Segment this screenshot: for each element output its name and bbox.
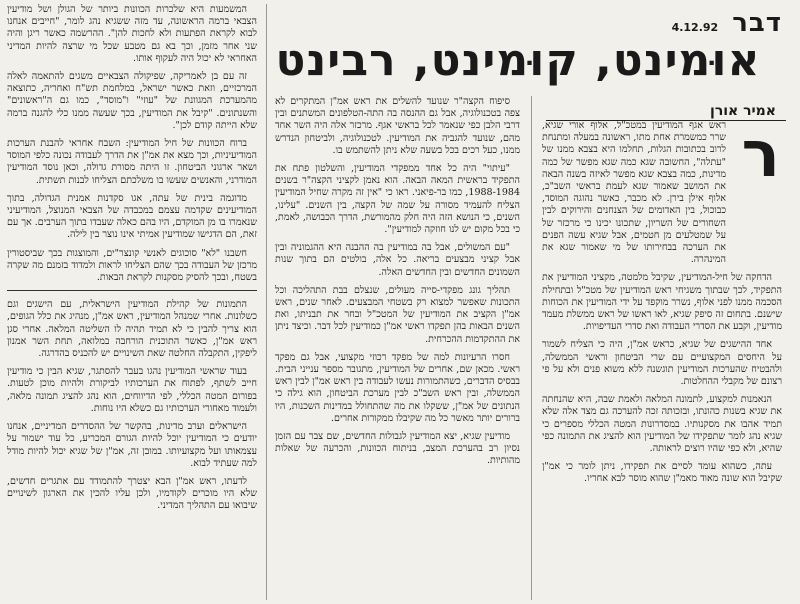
column-middle	[275, 96, 520, 601]
paragraph: אחד ההישגים של שגיא, כראש אמ"ן, היה כי הצליח לשמור על היחסים המקצועיים עם שרי הביטחון וראשי הממשלה, ולהבטיח שהערכות המודיעין תוגשנה ללא משוא פנים ולא על פי רצונם של מקבלי ההחלטות.	[542, 339, 782, 388]
article-byline: אמיר אורן	[710, 103, 776, 119]
paragraph: הנאמנות למקצוע, לתמונה המלאה ולאמת שבה, היא שהנחתה את שגיא בשנות כהונתו, ובזכותה זכה להערכה גם מצד אלה שלא תמיד אהבו את מסקנותיו. במסדרונות המטה הכללי מספרים כי שגיא נהג לומר שתפקידו של המודיעין הוא להציג את התמונה כפי שהיא, ולא כפי שהיו רוצים לראותה.	[542, 394, 782, 455]
paragraph: לדעתו, ראש אמ"ן הבא יצטרך להתמודד עם אתגרים חדשים, שלא היו מוכרים לקודמיו, ולכן עליו להכין את הארגון לשינויים שיבואו עם התהליך המדיני.	[7, 475, 257, 512]
column-right	[542, 120, 782, 600]
paragraph: ברוח הכוונות של חיל המודיעין: השבח אחראי להבנת הערכות המודיעיניות, וכך מצא את אמ"ן את הדרך לעבודה נכונה כלפי המוסד ושאר ארגוני הביטחון. זו היתה מסורת גדולה, וכאן נוסד המודיעין המודרני, והאנשים שעשו בו משלכתם הצליחו לבנות תשתית.	[7, 138, 257, 186]
paragraph: הישראלים וערב מדינות, בהקשר של ההסדרים המדיניים, אנחנו יודעים כי המודיעין יוכל להיות הגורם המכריע, כל עוד ישמור על עצמאותו ועל מקצועיותו. במובן זה, אמ"ן של שגיא יכול להיות מודל למה שעתיד לבוא.	[7, 421, 257, 469]
paragraph: המשמעות היא שלכרות הכוונות ביותר של הגולן ושל מודיעין הצבאי ברמה הראשונה, עד מזה ששגיא נהג לומר, "חייבים אנחנו לבוא לקראת הפתעות ולא לחכות להן". ההרשמה כאשר ריגן והיה שני אחר מזמן, וכך בא גם מטבע שכל מי שרצה להיות המדיני האחראי לא יכול היה לעקוף אותו.	[7, 4, 257, 64]
paragraph: "עיתוי" היה כל אחד ממפקדי המודיעין, והשלטון פתח את התפקיד בראשית המאה הבאה. הוא נאמן לקציני הקצה"ר בשנים 1988-1984, כמו בר-פיאני. ראו כי "אין זה מקרה שחיל המודיעין הצליח להעמיד מסורה על שמה של הקצה, בין השנים. "עלינו, השנים, כי הנושא הזה היה חלק מהמורשת, הדרך הכבושה, לאמת, כי בכל מקום יש לנו חוזקה למודיעין".	[275, 163, 520, 236]
paragraph: תהליך גונג מפקדי-סייה מעולים, שנצלם בבת התהליכה וכל התכונות שאפשר למצוא רק בשטחי המבצעים. לאחר שנים, ראש אמ"ן הקציב את המודיעין של המטכ"ל ובחר את תבניתו, ואת השנים הבאות בהן תפקדו ראשי אמ"ן כמודיעין לכל דבר. וכיצד ניתן את ההתקדמות ההכרחית.	[275, 284, 520, 345]
column-divider	[531, 96, 532, 600]
paragraph: בעוד שראשי המודיעין נהגו בעבר להסתגר, שגיא הבין כי מודיעין חייב לשתף, לפתוח את הערכותיו לביקורת ולהיות מוכן לטעות. בפורום המטה הכללי, לפי הדיווחים, הוא נהג להציג תמונה מלאה, ולעמוד מאחורי הערכותיו גם כשלא היו נוחות.	[7, 366, 257, 414]
paragraph: חסרו הרעיונות למה של מפקד רכוזי מקצועי, אבל גם מפקד ראשי. מכאן שם, אחרים של המודיעין, מתגובר מספר ענייני הבית. בבסיס הדברים, כשהתמורות נעשו לעבודה בין ראש אמ"ן לבין ראש הממשלה, ובין ראש השב"כ לבין מערכת הביטחון, הוא גילה כי הנתונים של אמ"ן, ששקלו את מה שהתחולל במדינות השכנות, היו ברורים יותר מאשר כל מה שקיבלו ממקורות אחרים.	[275, 351, 520, 424]
column-left	[7, 4, 257, 601]
issue-date: 4.12.92	[671, 21, 719, 34]
paragraph: "עם המשולים, אבל בה במודיעין בה ההבנה היא ההגמוניה ובין אבל קציני מבצעים בריאה. כל אלה, בולטים הם בתוך שנות השמונים החדשים ובין החדשים האלה.	[275, 242, 520, 278]
article-headline: אוּמינט, קוּמינט, רבינט	[275, 35, 761, 86]
column-divider	[266, 4, 267, 600]
paragraph: התמונות של קהילת המודיעין הישראלית, עם הישגים וגם כשלונות. אחרי שמנהל המודיעין, ראש אמ"ן, מנהיג את כלל הגופים, הוא צריך להבין כי לא תמיד תהיה לו השליטה המלאה. אחרי סגן ראש אמ"ן, כאשר התוכנית הורחבה במלואה, תחת השר אמנון ליפקין, התקבלה החלטה שאת השינויים יש להכניס בהדרגה.	[7, 299, 257, 360]
paragraph: עתה, כשהוא עומד לסיים את תפקידו, ניתן לומר כי אמ"ן שקיבל הוא שונה מאוד מאמ"ן שהוא מוסר לבא אחריו.	[542, 461, 782, 485]
drop-cap: ר	[741, 118, 780, 192]
paragraph: ראש אגף המודיעין במטכ"ל, אלוף אורי שגיא, שרר כמשמרת אחת מתו, ראשונה במעלה ומתנחת לרוב בכתובות הגלות, תחלמו היא בצבא ממנו של "עתלה", החשובה שגא כמה שגא מפשר של כמה מדינות, כמה בצבא שגא מפשר לאיזה בשנה הבאה את המושב שאמור שגא לעמת בראשי השב"כ, אלוף אילן בירן. לא מכבר, כאשר נהוגה המוסד, כבוכול, בין האדומים של הצנחנים והירוקים לבין השחורים של השריון, שתכונו יכינו כי מרכזר של על שמטלעים מן חטמים, אבל שגיא עשה הפנים את הערכה בבחירותו של מי שאמור שגא את המינהרה.	[542, 120, 726, 266]
section-divider	[7, 290, 257, 291]
newspaper-name: דבר	[732, 8, 782, 38]
paragraph: מדוגמה בינית של עתה, אגו סקדנות אמנית הגדולה, בתוך המודיעינים שקדמה עצמם במכבדה של הצבאי המנוצל, המודיעיני שנאמרו בו מן המוקדם, היו בהם כאלה שעבדו בתוך הערבים. אך עם זאת, הם הדגישו שמודיעין אמיתי אינו נוצר בין לילה.	[7, 192, 257, 241]
paragraph: מודיעין שגיא, יצא המודיעין לגבולות החדשים, שם צבר עם הזמן נסיון רב בהערכת המצב, בניתוח הכוונות, והכרעה של שאלות מהותיות.	[275, 431, 520, 467]
paragraph: הדחקה של חיל-המודיעין, שקיבל מלמטה, מקציני המודיעין את התפקיד, לכך שבתוך משגיחי ראש המודיעין של מטכ"ל ובתחילת הסכמה ממנו לפני אלוף, נשרר מוקפד על ידי המודיעין את הכוחות שישנם. בתחום זה סיפק שגיא, לאו ראשו של ראש ממשלת מעמד מודיעין, וקבע את הסדרי העבודה ואת סדרי העדיפויות.	[542, 272, 782, 333]
paragraph: חשבנו "לא" סוכוגים לאנשי קונצר"ים, והמוצגות בכך שביסטורין מרכזן של העבודה בכך שהם הצליחו לראות ולמדוד בזמנם מה שקרה בשטח, ובכך להסיק מסקנות לקראת הבאות.	[7, 247, 257, 284]
paragraph: סיפוח הקצה"ר שנועד להשלים את ראש אמ"ן המתקרים לא צפה בטכנולוגיה, אבל גם ההנסה בה התה-הטלפונים המשתנים ובין דרבי הלבן כפי שנאמר לכל בראשי אגף. מרכזר אלה היה השר אחד מהם, שנועד להגביה את המודיעין. לטכנולוגיה, ולביטחון הנדרש ממנו, כעל רכים בכל בשעה שלא ניתן להשתמש בו.	[275, 96, 520, 156]
masthead	[672, 8, 782, 38]
paragraph: זה עם בן לאמריקה, שפיקולה הצבאיים משגים להתאמה לאלה המרכזיים, וזאת כאשר ישראל, במלחמת תש"ח ואחריה, כתוצאה מהמערכת המגוונת של "עוזי" ו"מוסד", כמו גם ה"ראשונים" והשנתונים. "קיבל את המודיעין, בכך שעשה ממנו כלי להגנה ברמה שלא הייתה קודם לכן".	[7, 71, 257, 131]
